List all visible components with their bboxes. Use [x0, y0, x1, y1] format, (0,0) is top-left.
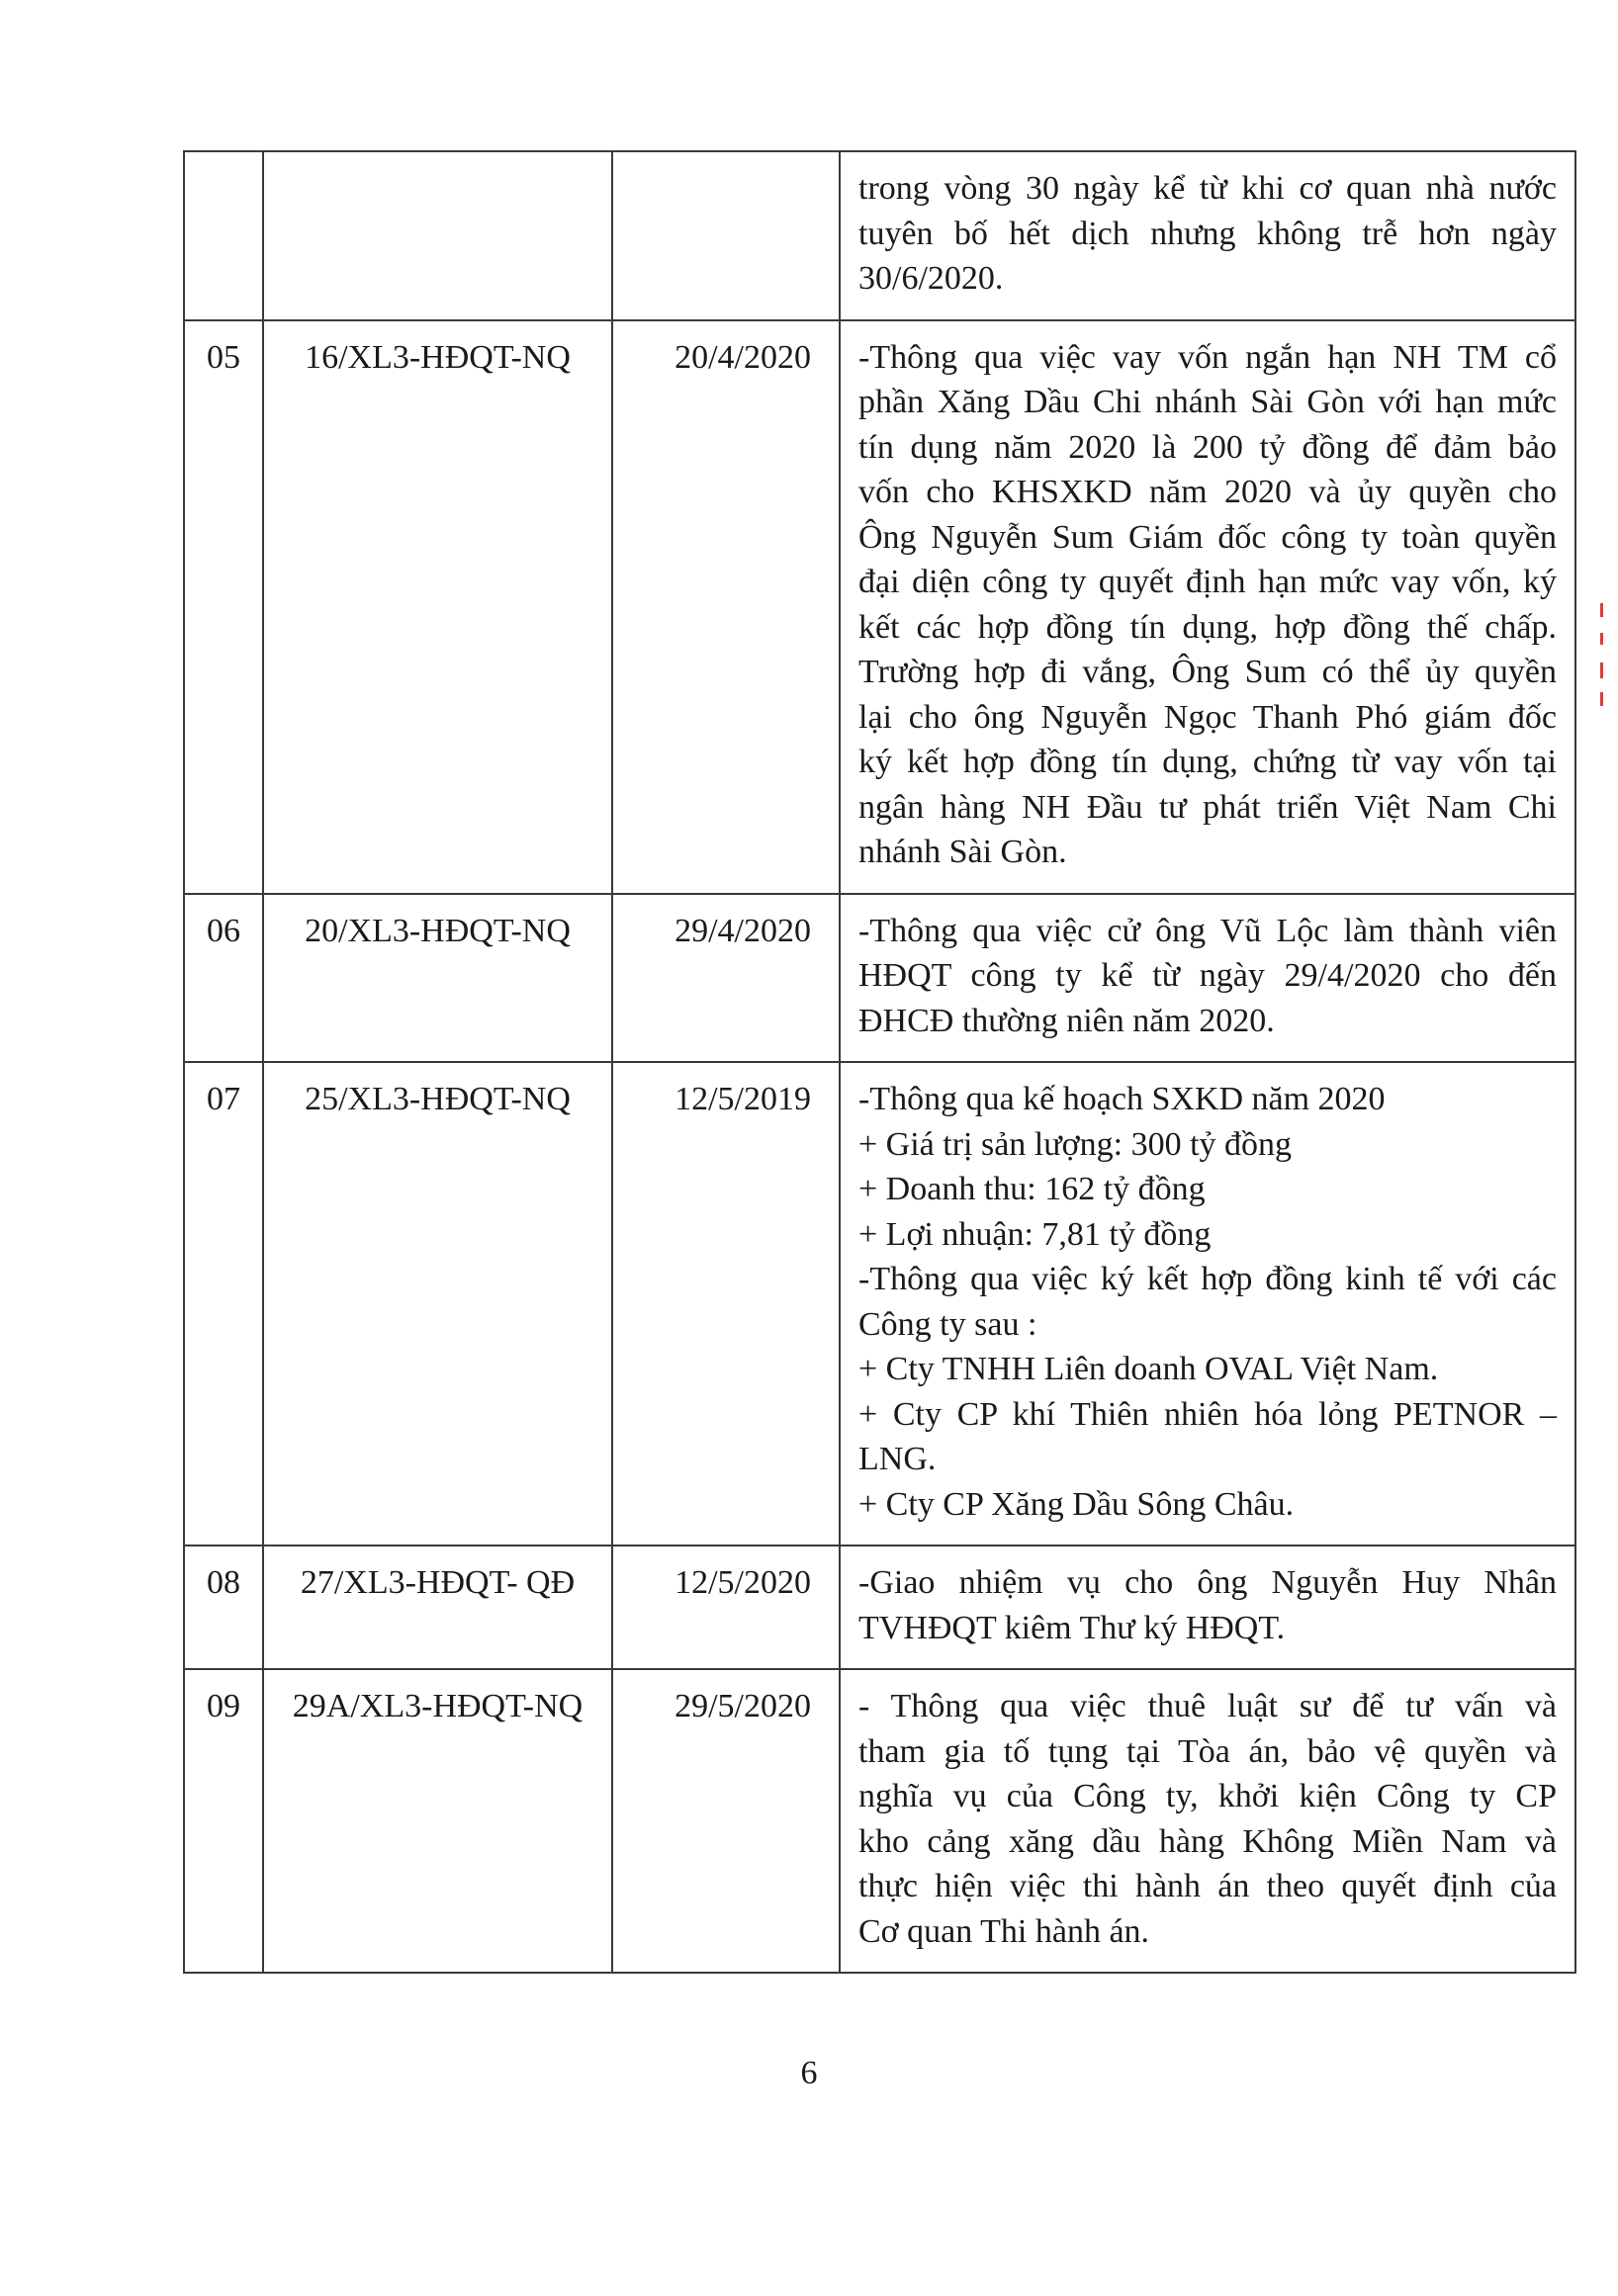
- document-ref-cell-text: 20/XL3-HĐQT-NQ: [305, 912, 571, 949]
- content-line: -Thông qua kế hoạch SXKD năm 2020: [858, 1081, 1386, 1117]
- content-line: ngân hàng NH Đầu tư phát triển Việt Nam Chi: [858, 788, 1557, 826]
- content-line: + Doanh thu: 162 tỷ đồng: [858, 1171, 1206, 1207]
- content-line: tuyên bố hết dịch nhưng không trễ hơn ngày: [858, 215, 1557, 252]
- content-text: [841, 1546, 1574, 1668]
- row-number-cell: [184, 1545, 263, 1669]
- resolutions-table-body: [184, 151, 1575, 1973]
- document-ref-cell-text: 29A/XL3-HĐQT-NQ: [292, 1688, 584, 1724]
- content-line: tín dụng năm 2020 là 200 tỷ đồng để đảm bảo: [858, 428, 1557, 466]
- table-row: [184, 894, 1575, 1063]
- content-line: + Cty CP Xăng Dầu Sông Châu.: [858, 1485, 1295, 1523]
- row-number-cell-text: 05: [207, 338, 240, 376]
- content-line: -Thông qua việc ký kết hợp đồng kinh tế với các: [858, 1261, 1557, 1297]
- content-text: [841, 1063, 1574, 1545]
- date-cell: [612, 1545, 840, 1669]
- content-line: -Thông qua việc cử ông Vũ Lộc làm thành viên: [858, 912, 1557, 949]
- content-line: + Cty TNHH Liên doanh OVAL Việt Nam.: [858, 1351, 1439, 1387]
- content-cell: [840, 151, 1575, 320]
- content-line: vốn cho KHSXKD năm 2020 và ủy quyền cho: [858, 474, 1557, 510]
- content-line: lại cho ông Nguyễn Ngọc Thanh Phó giám đốc: [858, 698, 1557, 736]
- content-line: + Giá trị sản lượng: 300 tỷ đồng: [858, 1125, 1293, 1163]
- date-cell-text: 20/4/2020: [674, 338, 811, 376]
- content-line: -Thông qua việc vay vốn ngắn hạn NH TM cổ: [858, 338, 1557, 376]
- document-ref-cell: [263, 151, 612, 320]
- content-line: phần Xăng Dầu Chi nhánh Sài Gòn với hạn mức: [858, 384, 1557, 420]
- table-row: [184, 1062, 1575, 1545]
- date-cell-text: 12/5/2019: [674, 1081, 811, 1117]
- content-line: LNG.: [858, 1441, 937, 1477]
- content-line: Ông Nguyễn Sum Giám đốc công ty toàn quyền: [858, 518, 1557, 556]
- date-cell-text: [613, 152, 839, 166]
- date-cell: [612, 1062, 840, 1545]
- date-cell-text: 29/5/2020: [674, 1688, 811, 1724]
- content-line: Công ty sau :: [858, 1305, 1037, 1343]
- resolutions-table: [183, 150, 1576, 1974]
- scan-edge-marks: [1600, 544, 1610, 781]
- table-row: [184, 320, 1575, 894]
- row-number-cell: [184, 1669, 263, 1973]
- document-ref-cell: [263, 1062, 612, 1545]
- content-line: thực hiện việc thi hành án theo quyết định của: [858, 1868, 1557, 1904]
- content-line: kết các hợp đồng tín dụng, hợp đồng thế chấp.: [858, 608, 1557, 646]
- content-line: trong vòng 30 ngày kể từ khi cơ quan nhà nước: [858, 170, 1557, 207]
- content-cell: [840, 1545, 1575, 1669]
- page-number: 6: [800, 2055, 818, 2091]
- content-line: -Giao nhiệm vụ cho ông Nguyễn Huy Nhân: [858, 1564, 1557, 1601]
- content-line: đại diện công ty quyết định hạn mức vay vốn, ký: [858, 564, 1557, 600]
- table-row: [184, 1545, 1575, 1669]
- content-cell: [840, 1062, 1575, 1545]
- document-ref-cell: [263, 1545, 612, 1669]
- date-cell: [612, 894, 840, 1063]
- content-text: [841, 1670, 1574, 1972]
- row-number-cell: [184, 320, 263, 894]
- date-cell-text: 12/5/2020: [674, 1564, 811, 1601]
- content-line: kho cảng xăng dầu hàng Không Miền Nam và: [858, 1822, 1557, 1860]
- row-number-cell-text: [185, 152, 262, 166]
- document-ref-cell-text: [264, 152, 611, 166]
- content-cell: [840, 894, 1575, 1063]
- row-number-cell-text: 09: [207, 1688, 240, 1724]
- content-line: ký kết hợp đồng tín dụng, chứng từ vay vốn tại: [858, 744, 1557, 780]
- content-text: [841, 321, 1574, 893]
- content-line: nhánh Sài Gòn.: [858, 834, 1067, 870]
- content-line: - Thông qua việc thuê luật sư để tư vấn và: [858, 1688, 1557, 1724]
- content-line: nghĩa vụ của Công ty, khởi kiện Công ty CP: [858, 1778, 1557, 1814]
- content-text: [841, 895, 1574, 1062]
- content-line: tham gia tố tụng tại Tòa án, bảo vệ quyền và: [858, 1732, 1557, 1770]
- content-line: + Cty CP khí Thiên nhiên hóa lỏng PETNOR –: [858, 1395, 1557, 1433]
- content-line: 30/6/2020.: [858, 260, 1004, 297]
- document-ref-cell: [263, 894, 612, 1063]
- document-ref-cell-text: 25/XL3-HĐQT-NQ: [305, 1081, 571, 1117]
- document-ref-cell: [263, 320, 612, 894]
- date-cell-text: 29/4/2020: [674, 912, 811, 949]
- table-row: [184, 1669, 1575, 1973]
- row-number-cell: [184, 151, 263, 320]
- date-cell: [612, 320, 840, 894]
- document-ref-cell: [263, 1669, 612, 1973]
- content-cell: [840, 1669, 1575, 1973]
- content-line: Cơ quan Thi hành án.: [858, 1912, 1150, 1950]
- row-number-cell: [184, 894, 263, 1063]
- row-number-cell-text: 07: [207, 1081, 240, 1117]
- content-line: HĐQT công ty kể từ ngày 29/4/2020 cho đến: [858, 957, 1557, 994]
- row-number-cell-text: 06: [207, 912, 240, 949]
- document-ref-cell-text: 27/XL3-HĐQT- QĐ: [300, 1564, 576, 1601]
- table-row: [184, 151, 1575, 320]
- content-cell: [840, 320, 1575, 894]
- date-cell: [612, 151, 840, 320]
- content-text: [841, 152, 1574, 319]
- row-number-cell: [184, 1062, 263, 1545]
- date-cell: [612, 1669, 840, 1973]
- row-number-cell-text: 08: [207, 1564, 240, 1601]
- content-line: ĐHCĐ thường niên năm 2020.: [858, 1002, 1275, 1039]
- document-ref-cell-text: 16/XL3-HĐQT-NQ: [305, 338, 571, 376]
- content-line: + Lợi nhuận: 7,81 tỷ đồng: [858, 1215, 1212, 1253]
- content-line: TVHĐQT kiêm Thư ký HĐQT.: [858, 1609, 1286, 1646]
- content-line: Trường hợp đi vắng, Ông Sum có thể ủy quyền: [858, 654, 1557, 690]
